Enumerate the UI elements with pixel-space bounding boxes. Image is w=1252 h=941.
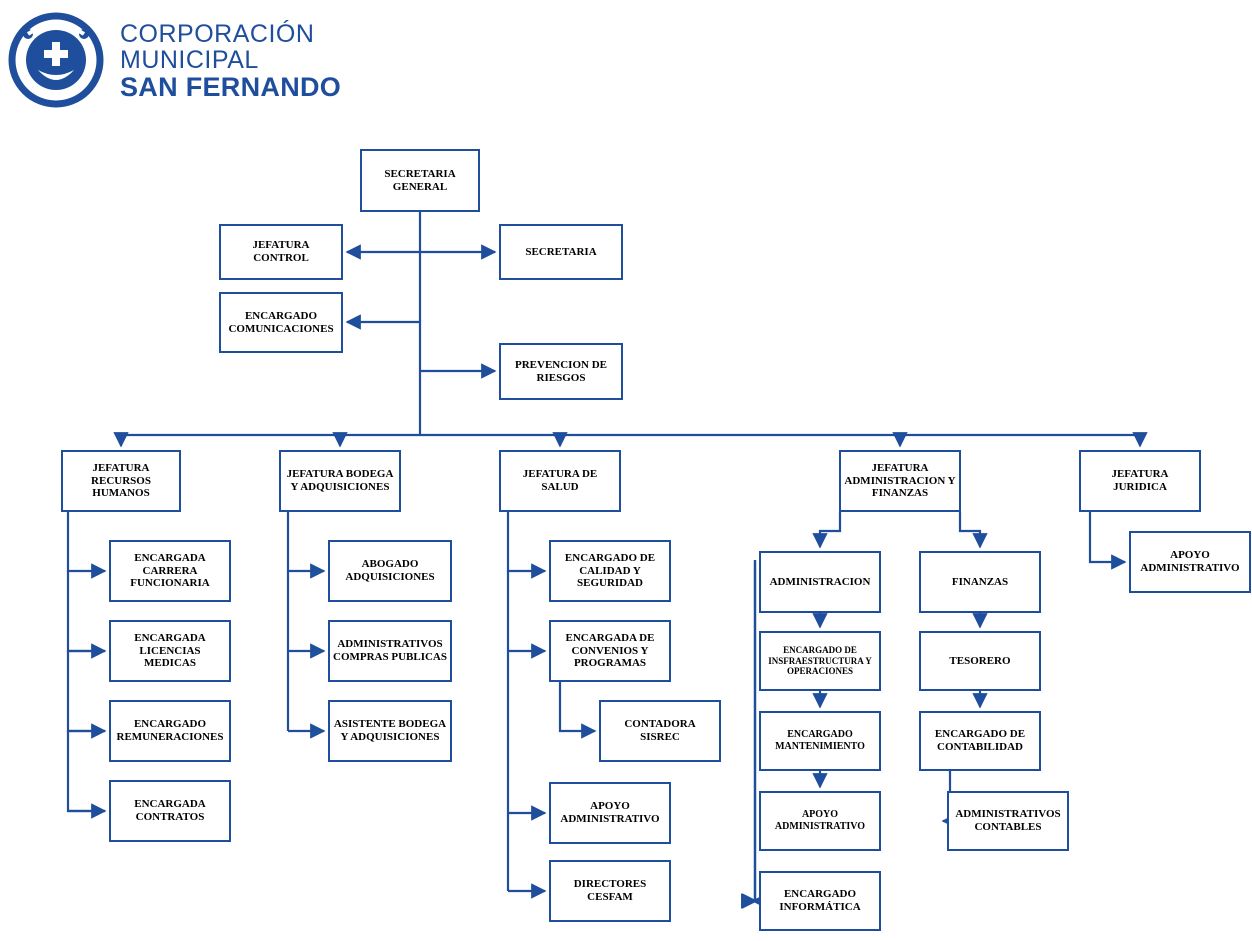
org-node-label: JEFATURA ADMINISTRACION Y FINANZAS: [844, 461, 956, 500]
org-node-jefatura_rrhh[interactable]: [61, 450, 181, 512]
org-node-jefatura_juridica[interactable]: [1079, 450, 1201, 512]
org-node-prevencion_riesgos[interactable]: [499, 343, 623, 400]
org-node-label: ENCARGADO DE CALIDAD Y SEGURIDAD: [564, 551, 656, 590]
org-node-label: ADMINISTRATIVOS CONTABLES: [955, 808, 1061, 833]
org-node-label: ENCARGADA CARRERA FUNCIONARIA: [130, 551, 210, 590]
org-node-encargada_carrera[interactable]: [109, 540, 231, 602]
org-node-label: ENCARGADA LICENCIAS MEDICAS: [134, 631, 206, 670]
org-node-apoyo_administrativo_admin[interactable]: [759, 791, 881, 851]
org-node-label: ENCARGADA CONTRATOS: [134, 798, 206, 823]
org-node-jefatura_bodega[interactable]: [279, 450, 401, 512]
org-node-label: APOYO ADMINISTRATIVO: [560, 800, 660, 825]
org-node-label: ENCARGADO INFORMÁTICA: [779, 888, 861, 913]
org-node-asistente_bodega[interactable]: [328, 700, 452, 762]
org-node-label: ENCARGADO DE INSFRAESTRUCTURA Y OPERACIONES: [768, 645, 872, 677]
org-node-apoyo_administrativo_juridica[interactable]: [1129, 531, 1251, 593]
org-node-administrativos_contables[interactable]: [947, 791, 1069, 851]
org-node-label: FINANZAS: [951, 575, 1009, 588]
org-node-label: CONTADORA SISREC: [624, 718, 696, 743]
org-node-encargado_comunicaciones[interactable]: [219, 292, 343, 353]
org-node-label: ADMINISTRACION: [769, 575, 871, 588]
org-node-encargado_remuneraciones[interactable]: [109, 700, 231, 762]
brand-wordmark: [120, 22, 341, 101]
org-node-label: ENCARGADO MANTENIMIENTO: [775, 729, 865, 752]
brand-logo: [8, 8, 428, 108]
brand-line-3: SAN FERNANDO: [120, 71, 342, 102]
org-node-label: ENCARGADA DE CONVENIOS Y PROGRAMAS: [565, 631, 655, 670]
org-node-label: ADMINISTRATIVOS COMPRAS PUBLICAS: [333, 638, 447, 663]
org-node-secretaria_general[interactable]: [360, 149, 480, 212]
org-node-jefatura_admin_finanzas[interactable]: [839, 450, 961, 512]
org-node-label: ENCARGADO DE CONTABILIDAD: [934, 728, 1026, 753]
org-node-label: PREVENCION DE RIESGOS: [515, 358, 607, 384]
org-node-label: TESORERO: [949, 654, 1011, 667]
org-node-jefatura_salud[interactable]: [499, 450, 621, 512]
org-node-administracion[interactable]: [759, 551, 881, 613]
org-node-label: ENCARGADO COMUNICACIONES: [228, 309, 334, 335]
org-node-apoyo_administrativo_salud[interactable]: [549, 782, 671, 844]
org-node-encargado_contabilidad[interactable]: [919, 711, 1041, 771]
org-node-encargado_informatica[interactable]: [759, 871, 881, 931]
org-node-administrativos_compras[interactable]: [328, 620, 452, 682]
org-node-abogado_adquisiciones[interactable]: [328, 540, 452, 602]
org-node-label: ABOGADO ADQUISICIONES: [345, 558, 435, 583]
org-node-label: APOYO ADMINISTRATIVO: [1140, 549, 1240, 574]
org-node-label: SECRETARIA GENERAL: [384, 167, 456, 193]
org-node-jefatura_control[interactable]: [219, 224, 343, 280]
org-node-label: ENCARGADO REMUNERACIONES: [116, 718, 224, 743]
org-node-label: JEFATURA JURIDICA: [1111, 468, 1169, 493]
brand-line-1: CORPORACIÓN: [120, 20, 315, 48]
org-node-contadora_sisrec[interactable]: [599, 700, 721, 762]
org-node-label: JEFATURA CONTROL: [252, 239, 310, 264]
org-node-encargado_calidad[interactable]: [549, 540, 671, 602]
org-node-finanzas[interactable]: [919, 551, 1041, 613]
org-node-label: JEFATURA DE SALUD: [522, 468, 598, 493]
org-node-label: SECRETARIA: [525, 245, 597, 258]
org-node-encargado_infraestructura[interactable]: [759, 631, 881, 691]
brand-line-2: MUNICIPAL: [120, 45, 259, 74]
org-node-encargada_contratos[interactable]: [109, 780, 231, 842]
org-node-encargada_licencias[interactable]: [109, 620, 231, 682]
org-node-label: JEFATURA RECURSOS HUMANOS: [91, 461, 151, 500]
org-node-directores_cesfam[interactable]: [549, 860, 671, 922]
org-node-encargado_mantenimiento[interactable]: [759, 711, 881, 771]
org-node-encargada_convenios[interactable]: [549, 620, 671, 682]
org-node-label: APOYO ADMINISTRATIVO: [774, 809, 866, 832]
org-node-tesorero[interactable]: [919, 631, 1041, 691]
medical-cross-circle-logo-icon: [8, 12, 104, 108]
org-node-label: JEFATURA BODEGA Y ADQUISICIONES: [286, 468, 394, 493]
org-node-label: DIRECTORES CESFAM: [573, 878, 647, 903]
org-node-label: ASISTENTE BODEGA Y ADQUISICIONES: [333, 718, 447, 743]
org-node-secretaria[interactable]: [499, 224, 623, 280]
